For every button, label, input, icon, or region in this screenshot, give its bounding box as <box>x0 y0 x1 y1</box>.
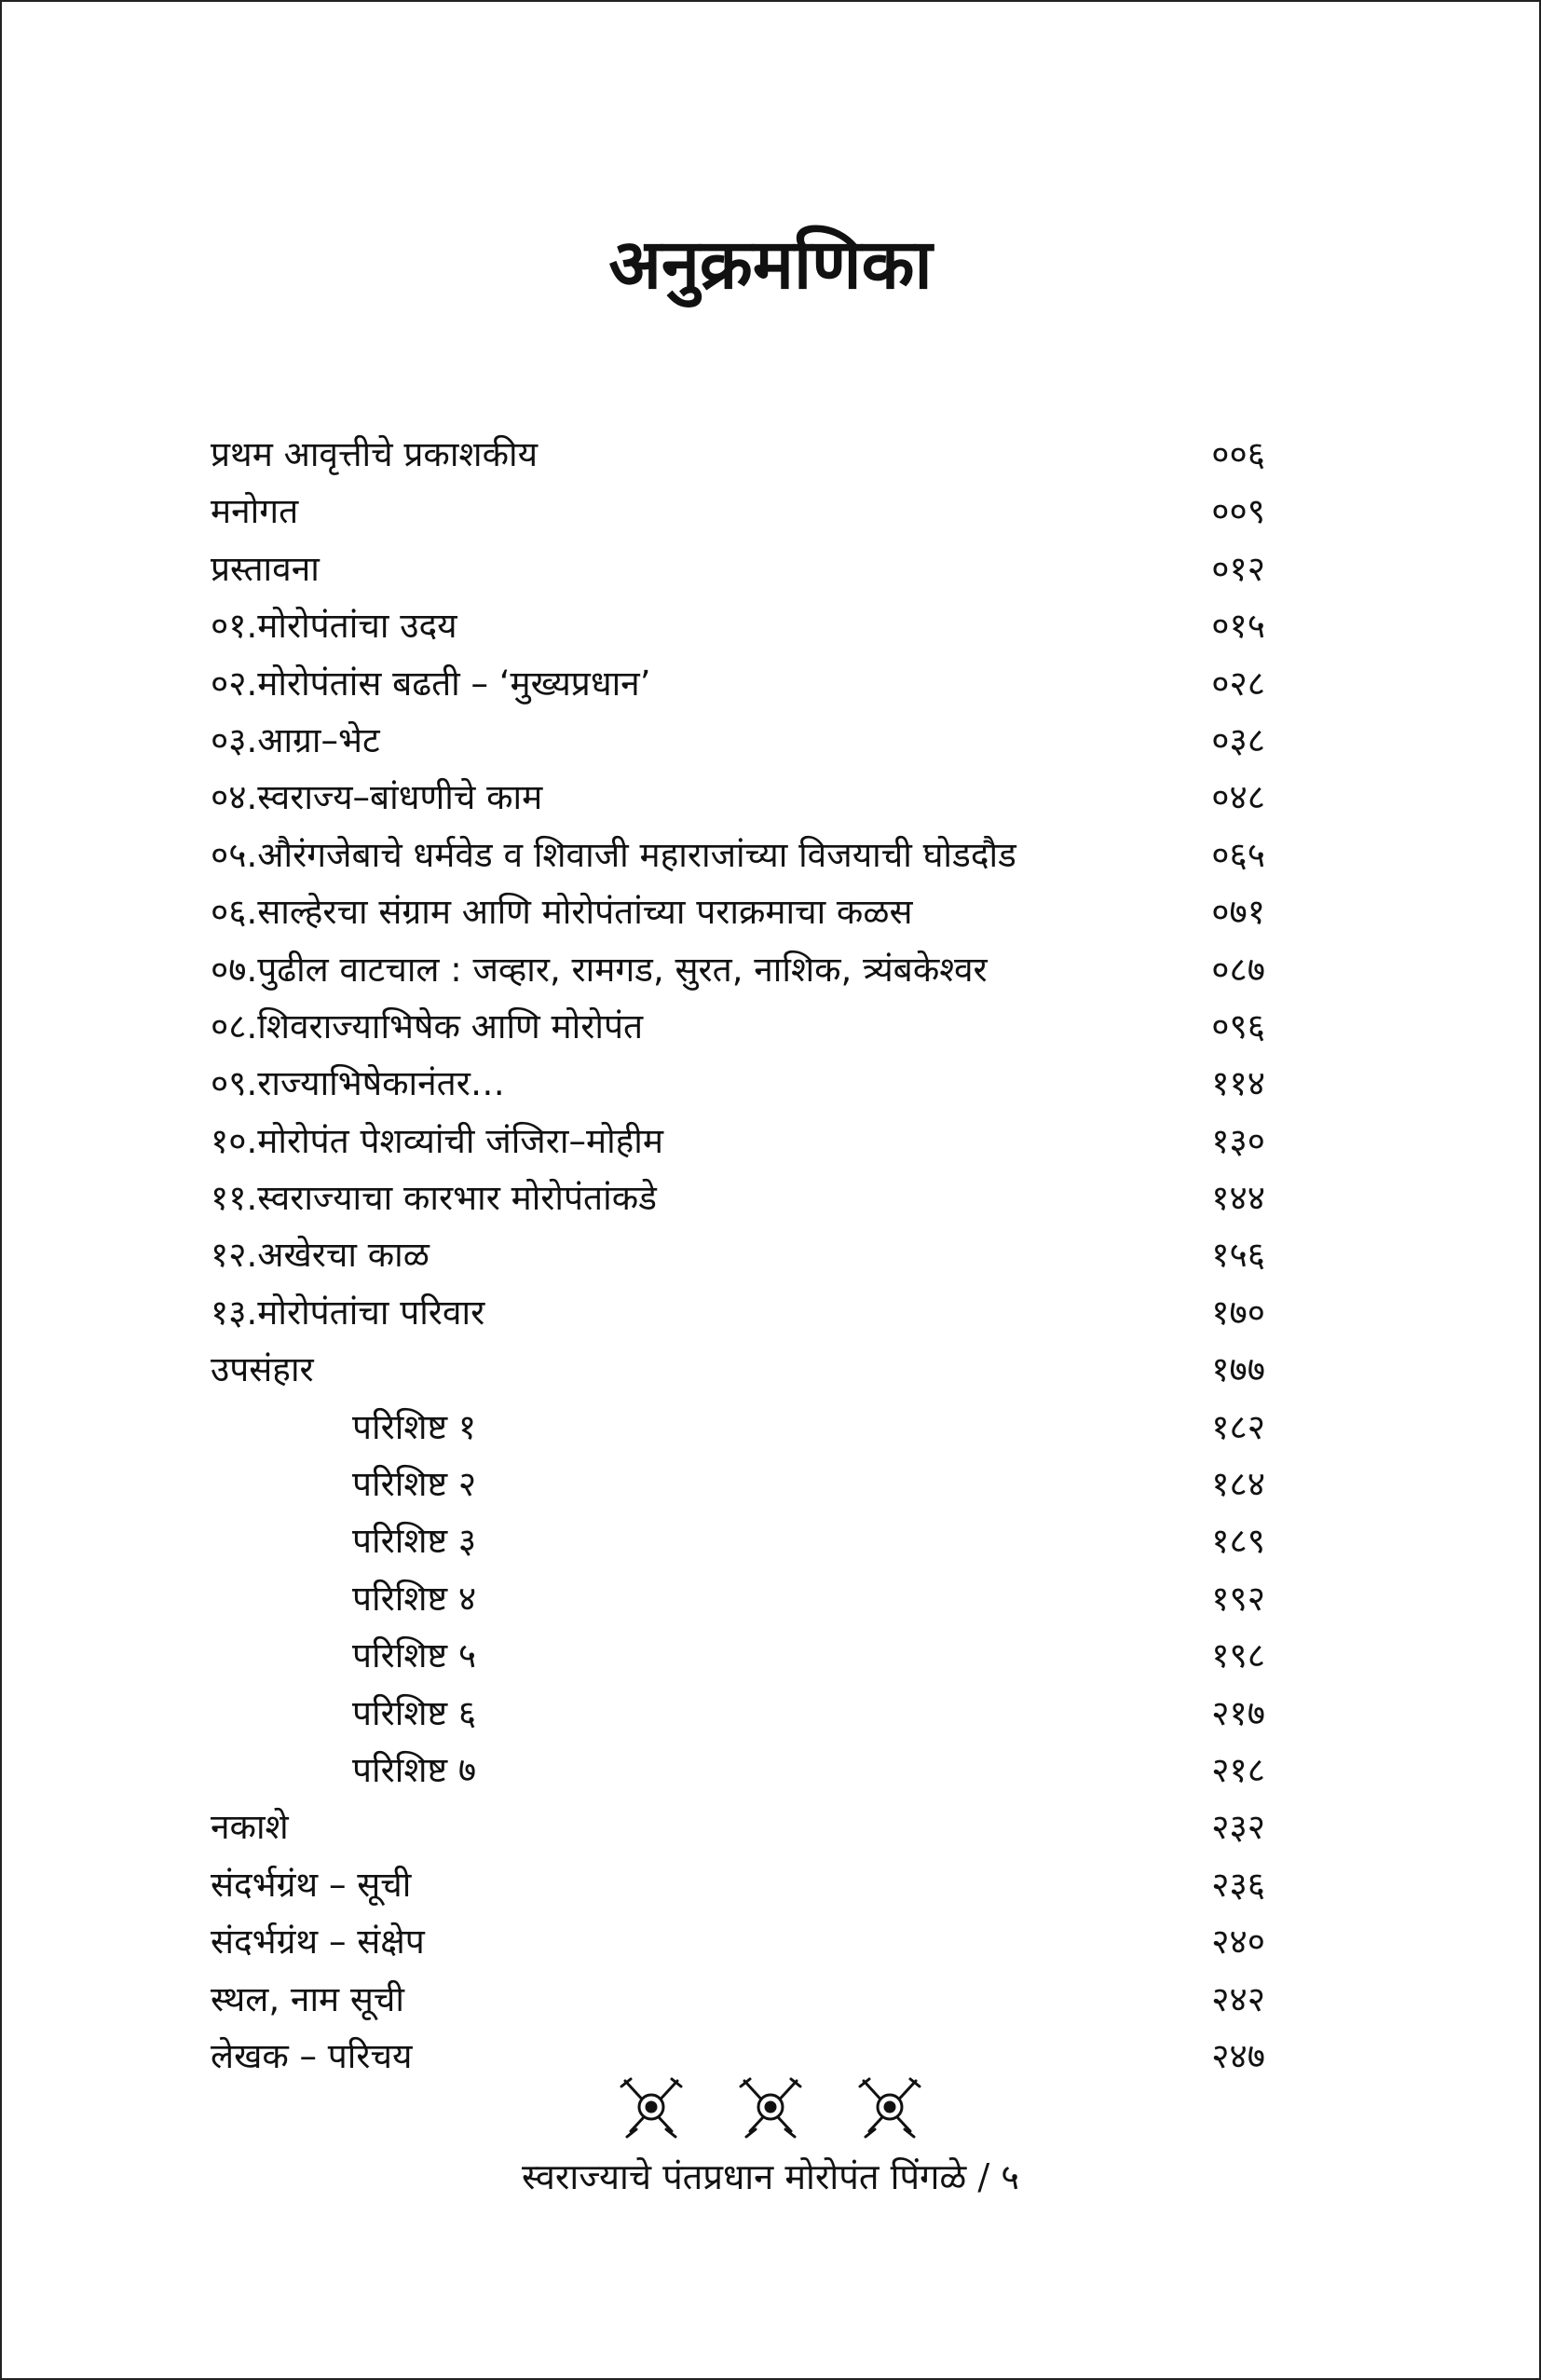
toc-entry-title: संदर्भग्रंथ – संक्षेप <box>211 1922 425 1963</box>
toc-entry <box>211 540 1265 597</box>
toc-entry-page: ०३८ <box>1211 719 1265 760</box>
crossed-swords-shield-icon <box>618 2075 685 2141</box>
toc-entry <box>211 1341 1265 1398</box>
toc-entry-title: ०३.आग्रा–भेट <box>211 719 380 760</box>
toc-entry <box>211 1456 1265 1512</box>
toc-entry <box>211 1913 1265 1970</box>
toc-entry-title: परिशिष्ट ४ <box>352 1578 477 1619</box>
toc-entry-page: १८२ <box>1211 1406 1265 1447</box>
toc-entry-title: ०६.साल्हेरचा संग्राम आणि मोरोपंतांच्या पराक्रमाचा कळस <box>211 892 913 933</box>
crossed-swords-shield-icon <box>856 2075 923 2141</box>
toc-entry-page: ००६ <box>1211 434 1265 474</box>
toc-entry-page: २४७ <box>1211 2035 1265 2076</box>
toc-entry <box>211 1169 1265 1226</box>
toc-entry <box>211 1113 1265 1169</box>
toc-entry-title: ०१.मोरोपंतांचा उदय <box>211 606 457 647</box>
toc-entry <box>211 1226 1265 1283</box>
toc-entry-page: १९२ <box>1211 1578 1265 1619</box>
table-of-contents <box>211 426 1265 2085</box>
toc-entry-page: १४४ <box>1211 1178 1265 1219</box>
toc-entry-page: २४२ <box>1211 1978 1265 2019</box>
toc-entry-title: १२.अखेरचा काळ <box>211 1235 430 1276</box>
toc-entry-page: १८९ <box>1211 1521 1265 1562</box>
crossed-swords-shield-icon <box>737 2075 804 2141</box>
toc-entry <box>211 1685 1265 1742</box>
toc-entry-page: ११४ <box>1211 1063 1265 1104</box>
toc-entry-page: ०१२ <box>1211 548 1265 589</box>
toc-entry-page: ०८७ <box>1211 949 1265 990</box>
toc-entry-title: १३.मोरोपंतांचा परिवार <box>211 1292 485 1333</box>
toc-entry <box>211 1971 1265 2028</box>
toc-entry-title: ०७.पुढील वाटचाल : जव्हार, रामगड, सुरत, नाशिक, त्र्यंबकेश्वर <box>211 949 988 990</box>
toc-entry-page: २१७ <box>1211 1692 1265 1733</box>
toc-entry <box>211 1799 1265 1855</box>
toc-entry <box>211 769 1265 826</box>
toc-entry <box>211 1856 1265 1913</box>
toc-entry-title: ०४.स्वराज्य–बांधणीचे काम <box>211 777 543 818</box>
toc-entry-page: १५६ <box>1211 1235 1265 1276</box>
toc-entry-page: ०२८ <box>1211 663 1265 704</box>
toc-entry <box>211 1399 1265 1456</box>
toc-entry-title: परिशिष्ट ७ <box>352 1749 477 1790</box>
toc-entry <box>211 1627 1265 1684</box>
toc-entry-title: १०.मोरोपंत पेशव्यांची जंजिरा–मोहीम <box>211 1120 664 1161</box>
toc-entry <box>211 1284 1265 1341</box>
toc-entry-page: २३२ <box>1211 1807 1265 1848</box>
toc-entry <box>211 1512 1265 1569</box>
toc-entry-title: प्रथम आवृत्तीचे प्रकाशकीय <box>211 434 539 474</box>
toc-entry-page: ०१५ <box>1211 606 1265 647</box>
toc-entry-page: २१८ <box>1211 1749 1265 1790</box>
toc-entry <box>211 1742 1265 1799</box>
toc-entry <box>211 883 1265 940</box>
toc-entry-title: परिशिष्ट ६ <box>352 1692 477 1733</box>
toc-entry <box>211 998 1265 1055</box>
toc-entry-title: परिशिष्ट ५ <box>352 1635 477 1676</box>
toc-entry <box>211 1570 1265 1627</box>
toc-entry <box>211 655 1265 712</box>
toc-entry-page: १३० <box>1211 1120 1265 1161</box>
toc-entry-page: ०४८ <box>1211 777 1265 818</box>
toc-entry-page: २३६ <box>1211 1864 1265 1905</box>
toc-entry-title: संदर्भग्रंथ – सूची <box>211 1864 412 1905</box>
toc-entry <box>211 941 1265 998</box>
toc-entry-title: परिशिष्ट २ <box>352 1464 477 1505</box>
toc-entry-title: मनोगत <box>211 491 299 532</box>
ornament-divider <box>2 2075 1539 2141</box>
toc-entry <box>211 483 1265 540</box>
toc-entry-title: परिशिष्ट ३ <box>352 1521 477 1562</box>
toc-entry-page: १७० <box>1211 1292 1265 1333</box>
page-title: अनुक्रमणिका <box>608 225 933 305</box>
toc-entry-title: ०८.शिवराज्याभिषेक आणि मोरोपंत <box>211 1005 644 1046</box>
toc-entry-title: ११.स्वराज्याचा कारभार मोरोपंतांकडे <box>211 1178 657 1219</box>
toc-entry-title: प्रस्तावना <box>211 548 320 589</box>
toc-entry <box>211 1055 1265 1112</box>
toc-entry-page: ०७१ <box>1211 892 1265 933</box>
toc-entry <box>211 712 1265 769</box>
toc-entry-title: ०९.राज्याभिषेकानंतर… <box>211 1063 505 1104</box>
toc-entry-title: नकाशे <box>211 1807 289 1848</box>
toc-entry-title: ०२.मोरोपंतांस बढती – ‘मुख्यप्रधान’ <box>211 663 651 704</box>
toc-entry-page: ०६५ <box>1211 834 1265 875</box>
toc-entry-page: १९८ <box>1211 1635 1265 1676</box>
toc-entry <box>211 426 1265 483</box>
toc-entry-title: ०५.औरंगजेबाचे धर्मवेड व शिवाजी महाराजांच्या विजयाची घोडदौड <box>211 834 1016 875</box>
toc-entry-page: ०९६ <box>1211 1005 1265 1046</box>
toc-entry-page: ००९ <box>1211 491 1265 532</box>
toc-entry-page: १७७ <box>1211 1349 1265 1390</box>
toc-entry-title: स्थल, नाम सूची <box>211 1978 404 2019</box>
toc-entry-title: लेखक – परिचय <box>211 2035 413 2076</box>
toc-entry <box>211 597 1265 654</box>
toc-entry <box>211 827 1265 883</box>
toc-entry-title: परिशिष्ट १ <box>352 1406 477 1447</box>
toc-entry-page: २४० <box>1211 1922 1265 1963</box>
page-footer: स्वराज्याचे पंतप्रधान मोरोपंत पिंगळे / ५ <box>521 2156 1020 2197</box>
toc-entry-title: उपसंहार <box>211 1349 314 1390</box>
toc-entry-page: १८४ <box>1211 1464 1265 1505</box>
